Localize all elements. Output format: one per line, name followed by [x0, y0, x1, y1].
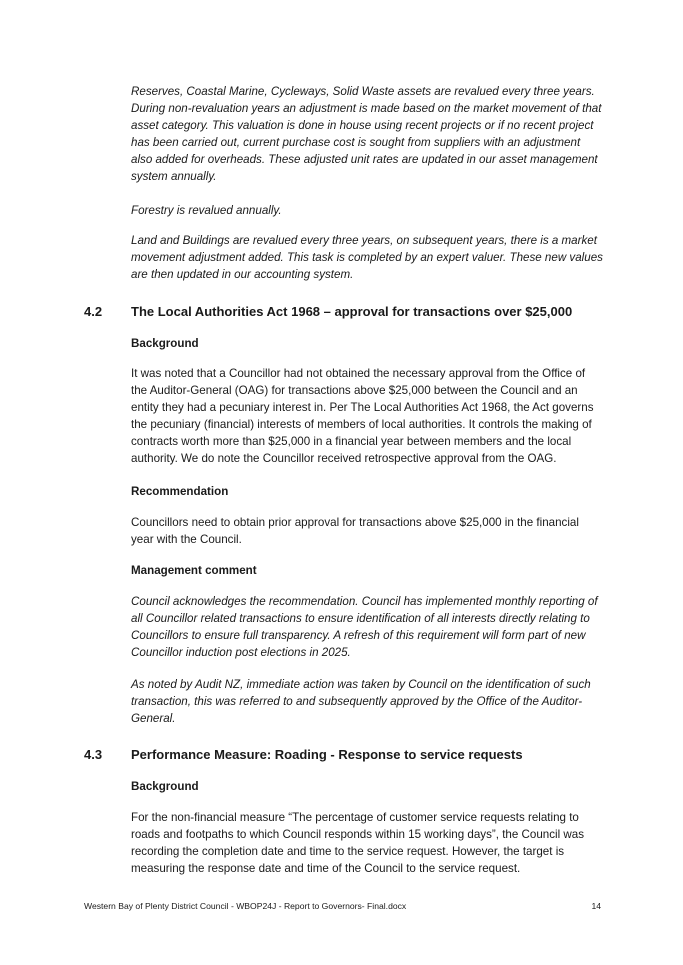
- section-4-3-title: Performance Measure: Roading - Response to service requests: [131, 747, 523, 762]
- land-buildings-paragraph: Land and Buildings are revalued every three years, on subsequent years, there is a market movement adjustment added. This task is completed by an expert valuer. These new values are then updated in our accounting system.: [131, 234, 603, 281]
- section-4-2-management-text-2: As noted by Audit NZ, immediate action was taken by Council on the identification of such transaction, this was referred to and subsequently approved by the Office of the Auditor-General.: [131, 678, 591, 725]
- section-4-2-background-text: It was noted that a Councillor had not obtained the necessary approval from the Office of the Auditor-General (OAG) for transactions above $25,000 between the Council and an entity they had a pecuniary interest in. Per The Local Authorities Act 1968, the Act governs the pecuniary (financial) interests of members of local authorities. It controls the making of contracts worth more than $25,000 in a financial year between members and the local authority. We do note the Councillor received retrospective approval from the OAG.: [131, 367, 594, 465]
- section-4-3-background-label: Background: [131, 780, 199, 793]
- section-4-2-title: The Local Authorities Act 1968 – approval for transactions over $25,000: [131, 304, 573, 319]
- reserves-paragraph: Reserves, Coastal Marine, Cycleways, Solid Waste assets are revalued every three years. During non-revaluation years an adjustment is made based on the market movement of that asset category. This valuation is done in house using recent projects or if no recent project has been carried out, current purchase cost is sought from suppliers with an adjustment also added for overheads. These adjusted unit rates are updated in our asset management system annually.: [131, 85, 602, 183]
- section-4-2-management-text-1: Council acknowledges the recommendation. Council has implemented monthly reporting of all Councillor related transactions to ensure identification of all interests directly relating to Councillors to ensure full transparency. A refresh of this requirement will form part of new Councillor induction post elections in 2025.: [131, 595, 598, 659]
- section-4-3-background-text: For the non-financial measure “The percentage of customer service requests relating to roads and footpaths to which Council responds within 15 working days”, the Council was recording the completion date and time to the service request. However, the target is measuring the response date and time of the Council to the service request.: [131, 811, 585, 875]
- section-4-2-management-label: Management comment: [131, 564, 257, 577]
- forestry-paragraph: Forestry is revalued annually.: [131, 204, 282, 217]
- section-4-3-number: 4.3: [84, 747, 103, 762]
- section-4-2-recommendation-text: Councillors need to obtain prior approval for transactions above $25,000 in the financial year with the Council.: [131, 516, 579, 546]
- footer-document-name: Western Bay of Plenty District Council - WBOP24J - Report to Governors- Final.docx: [84, 901, 407, 911]
- section-4-2-recommendation-label: Recommendation: [131, 485, 229, 498]
- section-4-2-number: 4.2: [84, 304, 103, 319]
- section-4-2-background-label: Background: [131, 337, 199, 350]
- footer-page-number: 14: [591, 901, 601, 911]
